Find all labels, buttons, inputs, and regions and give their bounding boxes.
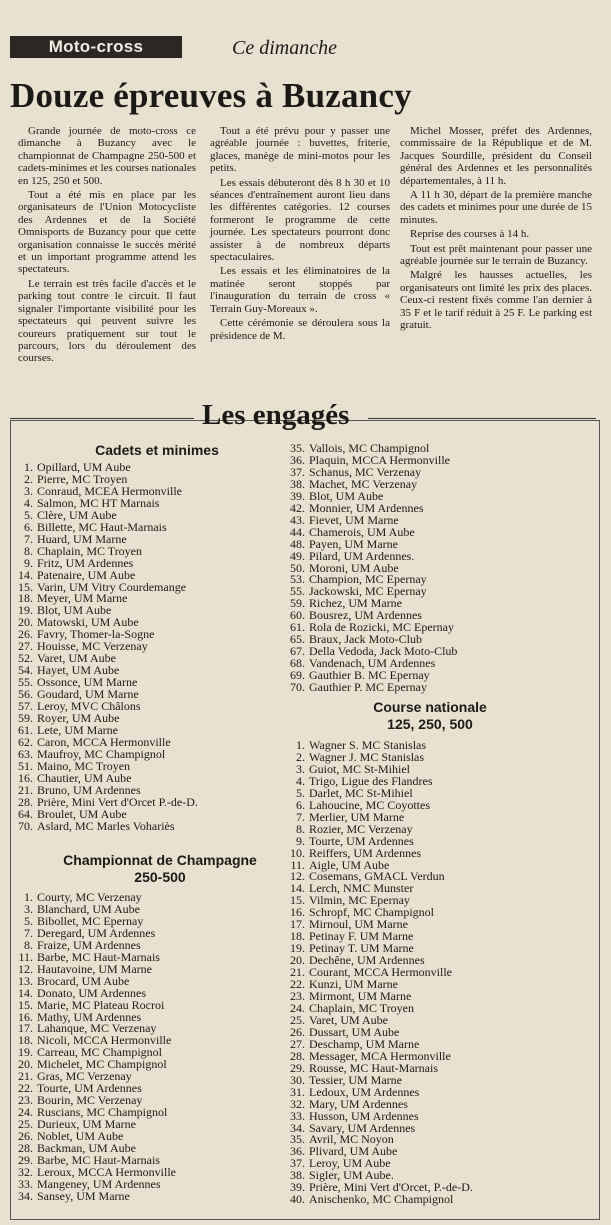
- entrant-number: 55.: [290, 584, 305, 599]
- entrant-name: Chautier, UM Aube: [37, 770, 132, 785]
- entrant-name: Ruscians, MC Champignol: [37, 1105, 168, 1120]
- entrant-number: 17.: [18, 1021, 33, 1036]
- entrant-number: 27.: [18, 639, 33, 654]
- national-list: [276, 740, 473, 1206]
- entrant-name: Vandenach, UM Ardennes: [309, 656, 436, 671]
- entrant-number: 21.: [18, 782, 33, 797]
- entrant-number: 30.: [290, 1072, 305, 1087]
- entrant-name: Carreau, MC Champignol: [37, 1045, 162, 1060]
- entrant-name: Wagner S. MC Stanislas: [309, 738, 427, 752]
- entrant-number: 23.: [290, 989, 305, 1004]
- entrant-name: Monnier, UM Ardennes: [309, 500, 424, 515]
- article-column-1: [18, 125, 196, 367]
- entrant-name: Trigo, Ligue des Flandres: [309, 773, 433, 788]
- entrant-name: Payen, UM Marne: [309, 536, 398, 551]
- entrant-name: Bourin, MC Verzenay: [37, 1093, 143, 1108]
- entrant-name: Clère, UM Aube: [37, 507, 117, 522]
- entrant-number: 39.: [290, 1180, 305, 1195]
- entrant-number: 29.: [290, 1060, 305, 1075]
- entrant-number: 12.: [18, 961, 33, 976]
- entrant-number: 44.: [290, 524, 305, 539]
- entrant-number: 67.: [290, 644, 305, 659]
- entrant-number: 28.: [18, 1141, 33, 1156]
- national-heading-line2: 125, 250, 500: [387, 716, 473, 732]
- entrant-number: 4.: [24, 495, 33, 510]
- entrant-name: Della Vedoda, Jack Moto-Club: [309, 644, 458, 659]
- entrant-number: 7.: [24, 925, 33, 940]
- entrant-name: Sigler, UM Aube.: [309, 1168, 394, 1183]
- entrant-number: 18.: [18, 591, 33, 606]
- entrant-name: Rozier, MC Verzenay: [309, 821, 413, 836]
- championship-list: [4, 892, 176, 1203]
- entrant-number: 1.: [296, 738, 305, 752]
- entrant-name: Houisse, MC Verzenay: [37, 639, 148, 654]
- entrant-name: Schanus, MC Verzenay: [309, 464, 422, 479]
- entrant-number: 25.: [18, 1117, 33, 1132]
- entrant-number: 1.: [24, 890, 33, 904]
- entrant-number: 12.: [290, 869, 305, 884]
- entrant-number: 65.: [290, 632, 305, 647]
- entrant-number: 15.: [18, 579, 33, 594]
- entrant-number: 24.: [290, 1000, 305, 1015]
- entrant-name: Meyer, UM Marne: [37, 591, 128, 606]
- entrant-name: Sansey, UM Marne: [37, 1188, 130, 1203]
- entrant-number: 14.: [290, 881, 305, 896]
- article-paragraph: Reprise des courses à 14 h.: [410, 228, 530, 241]
- entrant-number: 7.: [24, 531, 33, 546]
- entrant-number: 63.: [18, 746, 33, 761]
- entrant-name: Barbe, MC Haut-Marnais: [37, 949, 160, 964]
- entrant-number: 51.: [18, 758, 33, 773]
- entrant-number: 8.: [296, 821, 305, 836]
- entrant-number: 16.: [18, 1009, 33, 1024]
- entrant-name: Savary, UM Ardennes: [309, 1120, 416, 1135]
- entrant-number: 11.: [290, 857, 305, 872]
- article-paragraph: A 11 h 30, départ de la première manche des cadets et minimes pour une durée de 15 minutes.: [400, 189, 592, 226]
- entrant-name: Matowski, UM Aube: [37, 615, 139, 630]
- entrant-name: Hautavoine, UM Marne: [37, 961, 152, 976]
- entrant-number: 15.: [290, 893, 305, 908]
- entrant-name: Petinay T. UM Marne: [309, 941, 414, 956]
- entrant-number: 16.: [290, 905, 305, 920]
- entrant-number: 59.: [18, 711, 33, 726]
- entrant-number: 26.: [290, 1024, 305, 1039]
- entrant-name: Blot, UM Aube: [309, 488, 384, 503]
- entrant-number: 1.: [24, 460, 33, 474]
- entrant-number: 49.: [290, 548, 305, 563]
- entrant-name: Bruno, UM Ardennes: [37, 782, 141, 797]
- entrants-title: [0, 398, 611, 434]
- entrant-number: 33.: [18, 1176, 33, 1191]
- entrant-name: Barbe, MC Haut-Marnais: [37, 1152, 160, 1167]
- entrant-name: Rola de Rozicki, MC Epernay: [309, 620, 454, 635]
- entrant-name: Nicoli, MCCA Hermonville: [37, 1033, 172, 1048]
- entrant-name: Favry, Thomer-la-Sogne: [37, 627, 155, 642]
- entrant-name: Darlet, MC St-Mihiel: [309, 785, 413, 800]
- entrant-name: Aslard, MC Marles Vohariès: [37, 818, 175, 833]
- entrant-number: 18.: [18, 1033, 33, 1048]
- entrant-number: 11.: [18, 949, 33, 964]
- entrant-number: 14.: [18, 567, 33, 582]
- entrant-number: 19.: [18, 1045, 33, 1060]
- entrant-name: Bibollet, MC Epernay: [37, 913, 144, 928]
- entrant-name: Prière, Mini Vert d'Orcet P.-de-D.: [37, 794, 198, 809]
- entrant-number: 36.: [290, 1144, 305, 1159]
- section-rubric: Moto-cross: [10, 36, 182, 58]
- entrant-name: Brocard, UM Aube: [37, 973, 130, 988]
- entrant-number: 21.: [290, 965, 305, 980]
- entrant-name: Gauthier B. MC Epernay: [309, 668, 430, 683]
- entrant-name: Tourte, UM Ardennes: [309, 833, 414, 848]
- entrant-name: Gauthier P. MC Epernay: [309, 680, 427, 695]
- article-paragraph: Malgré les hausses actuelles, les organisateurs ont limité les prix des places. Ceux-ci restent fixés comme l'an dernier à 35 F et le tarif réduit à 25 F. Le parking est gratuit.: [400, 269, 592, 332]
- entrant-number: 59.: [290, 596, 305, 611]
- entrant-number: 25.: [290, 1012, 305, 1027]
- championship-heading-line1: Championnat de Champagne: [63, 852, 257, 868]
- entrant-name: Lete, UM Marne: [37, 722, 118, 737]
- entrant-name: Lahoucine, MC Coyottes: [309, 797, 430, 812]
- entrant-number: 2.: [296, 749, 305, 764]
- entrant-number: 33.: [290, 1108, 305, 1123]
- dateline: Ce dimanche: [232, 37, 337, 59]
- entrant-name: Varet, UM Aube: [309, 1012, 388, 1027]
- entrant-name: Ledoux, UM Ardennes: [309, 1084, 420, 1099]
- entrant-number: 31.: [290, 1084, 305, 1099]
- entrant-name: Petinay F. UM Marne: [309, 929, 414, 944]
- entrant-number: 32.: [290, 1096, 305, 1111]
- entrant-name: Husson, UM Ardennes: [309, 1108, 419, 1123]
- entrant-number: 14.: [18, 985, 33, 1000]
- cadets-heading: Cadets et minimes: [95, 442, 219, 458]
- entrant-number: 4.: [296, 773, 305, 788]
- entrant-name: Machet, MC Verzenay: [309, 476, 418, 491]
- entrant-name: Maufroy, MC Champignol: [37, 746, 166, 761]
- entrant-name: Backman, UM Aube: [37, 1141, 136, 1156]
- entrant-name: Rousse, MC Haut-Marnais: [309, 1060, 438, 1075]
- entrant-number: 10.: [290, 845, 305, 860]
- entrant-name: Merlier, UM Marne: [309, 809, 405, 824]
- article-paragraph: Tout a été mis en place par les organisateurs de l'Union Motocycliste des Ardennes et de la Société Omnisports de Buzancy pour que cette organisation connaisse le succès mérité et un important programme attend les spectateurs.: [18, 189, 196, 276]
- entrant-name: Goudard, UM Marne: [37, 687, 139, 702]
- entrant-number: 69.: [290, 668, 305, 683]
- article-paragraph: Le terrain est très facile d'accès et le parking tout contre le circuit. Il faut signaler l'importante visibilité pour les spectateurs qui peuvent suivre les coureurs pratiquement sur tout le parcours, lors du déroulement des courses.: [18, 277, 196, 365]
- entrant-number: 20.: [18, 615, 33, 630]
- cadets-list: [4, 462, 198, 833]
- title-rule-left: [10, 418, 194, 419]
- entrant-number: 57.: [18, 699, 33, 714]
- entrant-number: 2.: [24, 471, 33, 486]
- entrant-name: Kunzi, UM Marne: [309, 977, 398, 992]
- entrant-name: Fritz, UM Ardennes: [37, 555, 134, 570]
- entrant-name: Chaplain, MC Troyen: [309, 1000, 415, 1015]
- entrant-name: Durieux, UM Marne: [37, 1117, 136, 1132]
- entrant-name: Chaplain, MC Troyen: [37, 543, 143, 558]
- headline: Douze épreuves à Buzancy: [10, 76, 412, 115]
- entrant-name: Mangeney, UM Ardennes: [37, 1176, 161, 1191]
- championship-heading-line2: 250-500: [134, 869, 186, 885]
- entrant-name: Plivard, UM Aube: [309, 1144, 398, 1159]
- entrant-name: Anischenko, MC Champignol: [309, 1192, 454, 1207]
- entrant-name: Mirnoul, UM Marne: [309, 917, 408, 932]
- entrant-number: 70.: [290, 680, 305, 695]
- entrant-number: 37.: [290, 1156, 305, 1171]
- entrant-number: 28.: [290, 1048, 305, 1063]
- entrant-name: Leroy, MVC Châlons: [37, 699, 141, 714]
- entrant-number: 43.: [290, 512, 305, 527]
- entrant-name: Guiot, MC St-Mihiel: [309, 761, 411, 776]
- entrant-name: Plaquin, MCCA Hermonville: [309, 452, 450, 467]
- entrant-number: 34.: [18, 1188, 33, 1203]
- entrant-name: Vallois, MC Champignol: [309, 441, 430, 455]
- entrant-number: 20.: [290, 953, 305, 968]
- entrant-name: Salmon, MC HT Marnais: [37, 495, 160, 510]
- entrant-name: Mary, UM Ardennes: [309, 1096, 408, 1111]
- entrant-name: Lahanque, MC Verzenay: [37, 1021, 157, 1036]
- entrant-number: 52.: [18, 651, 33, 666]
- entrant-name: Dussart, UM Aube: [309, 1024, 400, 1039]
- entrant-number: 48.: [290, 536, 305, 551]
- entrant-name: Tourte, UM Ardennes: [37, 1081, 142, 1096]
- entrant-number: 37.: [290, 464, 305, 479]
- entrant-name: Reiffers, UM Ardennes: [309, 845, 422, 860]
- entrant-number: 19.: [290, 941, 305, 956]
- entrant-name: Mathy, UM Ardennes: [37, 1009, 142, 1024]
- entrant-name: Blot, UM Aube: [37, 603, 112, 618]
- entrant-number: 7.: [296, 809, 305, 824]
- entrant-number: 3.: [24, 483, 33, 498]
- entrant-number: 38.: [290, 1168, 305, 1183]
- entrant-number: 15.: [18, 997, 33, 1012]
- entrant-name: Lerch, NMC Munster: [309, 881, 414, 896]
- entrant-row: [4, 1188, 176, 1203]
- entrant-number: 60.: [290, 608, 305, 623]
- entrant-number: 22.: [290, 977, 305, 992]
- article-paragraph: Les essais débuteront dès 8 h 30 et 10 séances d'entraînement auront lieu dans les différentes catégories. 12 courses formeront le programme de cette journée. Les spectateurs pourront donc assister à de nombreux départs spectaculaires.: [210, 176, 390, 264]
- entrant-name: Broulet, UM Aube: [37, 806, 127, 821]
- entrant-name: Moroni, UM Aube: [309, 560, 399, 575]
- entrant-number: 3.: [24, 901, 33, 916]
- entrant-number: 8.: [24, 543, 33, 558]
- entrant-number: 24.: [18, 1105, 33, 1120]
- entrant-number: 13.: [18, 973, 33, 988]
- entrant-name: Varin, UM Vitry Courdemange: [37, 579, 187, 594]
- entrant-number: 62.: [18, 734, 33, 749]
- entrant-number: 34.: [290, 1120, 305, 1135]
- entrant-name: Leroux, MCCA Hermonville: [37, 1164, 176, 1179]
- entrant-name: Hayet, UM Aube: [37, 663, 120, 678]
- entrant-number: 6.: [296, 797, 305, 812]
- title-rule-right: [368, 418, 596, 419]
- entrant-number: 9.: [24, 555, 33, 570]
- entrant-number: 6.: [24, 519, 33, 534]
- entrant-number: 50.: [290, 560, 305, 575]
- article-column-3: [400, 125, 592, 334]
- entrant-row: [4, 818, 198, 833]
- entrant-name: Courant, MCCA Hermonville: [309, 965, 452, 980]
- entrant-number: 32.: [18, 1164, 33, 1179]
- entrant-name: Royer, UM Aube: [37, 711, 120, 726]
- entrant-name: Deregard, UM Ardennes: [37, 925, 156, 940]
- entrant-number: 23.: [18, 1093, 33, 1108]
- entrant-name: Conraud, MCEA Hermonville: [37, 483, 182, 498]
- entrant-row: [276, 682, 457, 694]
- entrant-number: 61.: [290, 620, 305, 635]
- entrant-name: Cosemans, GMACL Verdun: [309, 869, 445, 884]
- entrant-name: Noblet, UM Aube: [37, 1129, 124, 1144]
- article-paragraph: Cette cérémonie se déroulera sous la présidence de M.: [210, 317, 390, 342]
- entrant-number: 40.: [290, 1192, 305, 1207]
- entrant-name: Fraize, UM Ardennes: [37, 937, 141, 952]
- entrant-name: Prière, Mini Vert d'Orcet, P.-de-D.: [309, 1180, 473, 1195]
- entrant-name: Mirmont, UM Marne: [309, 989, 412, 1004]
- entrant-number: 36.: [290, 452, 305, 467]
- entrant-name: Courty, MC Verzenay: [37, 890, 142, 904]
- entrant-name: Opillard, UM Aube: [37, 460, 131, 474]
- article-paragraph: Tout a été prévu pour y passer une agréable journée : buvettes, friterie, glaces, manège de mini-motos pour les petits.: [210, 125, 390, 175]
- championship-list-continued: [276, 443, 457, 694]
- national-heading: [330, 699, 530, 733]
- entrant-name: Pilard, UM Ardennes.: [309, 548, 415, 563]
- entrant-name: Leroy, UM Aube: [309, 1156, 391, 1171]
- entrant-number: 19.: [18, 603, 33, 618]
- entrant-name: Gras, MC Verzenay: [37, 1069, 132, 1084]
- entrant-name: Marie, MC Plateau Rocroi: [37, 997, 165, 1012]
- entrant-name: Richez, UM Marne: [309, 596, 402, 611]
- entrant-number: 22.: [18, 1081, 33, 1096]
- entrant-name: Billette, MC Haut-Marnais: [37, 519, 167, 534]
- article-paragraph: Tout est prêt maintenant pour passer une agréable journée sur le terrain de Buzancy.: [400, 242, 592, 268]
- entrant-number: 64.: [18, 806, 33, 821]
- championship-heading: [40, 852, 280, 886]
- entrant-number: 9.: [296, 833, 305, 848]
- entrant-name: Messager, MCA Hermonville: [309, 1048, 451, 1063]
- entrant-number: 56.: [18, 687, 33, 702]
- entrant-name: Wagner J. MC Stanislas: [309, 749, 425, 764]
- entrant-name: Tessier, UM Marne: [309, 1072, 402, 1087]
- entrant-number: 54.: [18, 663, 33, 678]
- entrant-number: 29.: [18, 1152, 33, 1167]
- entrant-number: 39.: [290, 488, 305, 503]
- entrant-name: Pierre, MC Troyen: [37, 471, 128, 486]
- entrant-number: 5.: [24, 913, 33, 928]
- entrant-name: Deschamp, UM Marne: [309, 1036, 420, 1051]
- entrant-number: 18.: [290, 929, 305, 944]
- entrant-name: Ossonce, UM Marne: [37, 675, 138, 690]
- entrant-number: 27.: [290, 1036, 305, 1051]
- entrant-name: Huard, UM Marne: [37, 531, 127, 546]
- entrant-number: 38.: [290, 476, 305, 491]
- entrant-name: Donato, UM Ardennes: [37, 985, 146, 1000]
- entrant-number: 21.: [18, 1069, 33, 1084]
- entrant-name: Bousrez, UM Ardennes: [309, 608, 422, 623]
- entrant-number: 70.: [18, 818, 33, 833]
- entrant-number: 5.: [296, 785, 305, 800]
- entrant-number: 35.: [290, 441, 305, 455]
- entrant-number: 16.: [18, 770, 33, 785]
- entrant-number: 8.: [24, 937, 33, 952]
- entrant-number: 26.: [18, 1129, 33, 1144]
- entrant-name: Vilmin, MC Epernay: [309, 893, 410, 908]
- entrant-name: Michelet, MC Champignol: [37, 1057, 167, 1072]
- entrant-number: 5.: [24, 507, 33, 522]
- entrants-heading: Les engagés: [202, 399, 350, 431]
- entrant-name: Varet, UM Aube: [37, 651, 116, 666]
- national-heading-line1: Course nationale: [373, 699, 487, 715]
- entrant-name: Dechêne, UM Ardennes: [309, 953, 425, 968]
- entrant-number: 20.: [18, 1057, 33, 1072]
- entrant-number: 3.: [296, 761, 305, 776]
- entrant-number: 55.: [18, 675, 33, 690]
- article-paragraph: Grande journée de moto-cross ce dimanche à Buzancy avec le championnat de Champagne 250-500 et cadets-minimes et les courses nationales en 125, 250 et 500.: [18, 125, 196, 187]
- entrant-name: Jackowski, MC Epernay: [309, 584, 427, 599]
- entrant-number: 68.: [290, 656, 305, 671]
- entrant-name: Chamerois, UM Aube: [309, 524, 415, 539]
- entrant-name: Braux, Jack Moto-Club: [309, 632, 422, 647]
- entrant-number: 28.: [18, 794, 33, 809]
- entrant-name: Avril, MC Noyon: [309, 1132, 394, 1147]
- entrant-number: 42.: [290, 500, 305, 515]
- entrant-name: Aigle, UM Aube: [309, 857, 390, 872]
- entrant-number: 61.: [18, 722, 33, 737]
- article-paragraph: Michel Mosser, préfet des Ardennes, commissaire de la République et de M. Jacques Sourdille, président du Conseil général des Ardennes et les personnalités départementales, à 11 h.: [400, 125, 592, 187]
- entrant-number: 17.: [290, 917, 305, 932]
- entrant-row: [276, 1194, 473, 1206]
- entrant-number: 35.: [290, 1132, 305, 1147]
- article-column-2: [210, 125, 390, 344]
- entrant-name: Champion, MC Epernay: [309, 572, 427, 587]
- entrant-number: 53.: [290, 572, 305, 587]
- entrant-name: Schropf, MC Champignol: [309, 905, 434, 920]
- entrant-name: Maino, MC Troyen: [37, 758, 131, 773]
- entrant-name: Blanchard, UM Aube: [37, 901, 140, 916]
- entrant-name: Caron, MCCA Hermonville: [37, 734, 171, 749]
- entrant-number: 26.: [18, 627, 33, 642]
- entrant-name: Patenaire, UM Aube: [37, 567, 136, 582]
- article-paragraph: Les essais et les éliminatoires de la matinée seront stoppés par l'inauguration du terrain de cross « Terrain Guy-Moreaux ».: [210, 265, 390, 315]
- entrant-name: Fievet, UM Marne: [309, 512, 399, 527]
